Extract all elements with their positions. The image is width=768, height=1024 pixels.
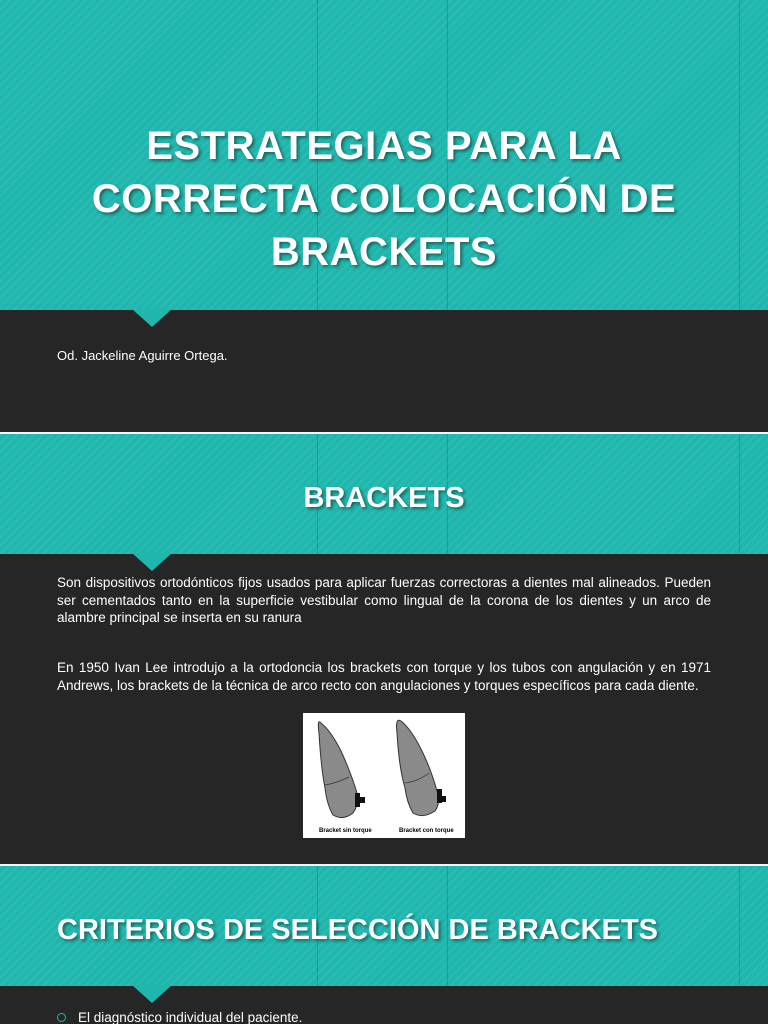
- slide-2-header: [0, 434, 768, 554]
- figure-caption-right: Bracket con torque: [399, 828, 454, 834]
- notch-decoration: [132, 985, 172, 1003]
- slide-title: ESTRATEGIAS PARA LA CORRECTA COLOCACIÓN DE BRACKETS: [91, 124, 677, 274]
- bracket-torque-figure: [303, 713, 465, 838]
- slide-title: CRITERIOS DE SELECCIÓN DE BRACKETS: [57, 914, 658, 946]
- tooth-bracket-illustration: [303, 713, 465, 838]
- slide-1-header: [0, 0, 768, 310]
- tooth-right-icon: [397, 720, 447, 815]
- notch-decoration: [132, 553, 172, 571]
- hollow-circle-bullet-icon: [57, 1013, 66, 1022]
- figure-caption-left: Bracket sin torque: [319, 828, 372, 834]
- slide-2-body: [0, 554, 768, 864]
- tooth-left-icon: [318, 722, 365, 818]
- slide-1-body: [0, 310, 768, 432]
- list-item: [57, 1010, 302, 1024]
- slide-3-header: [0, 866, 768, 986]
- slide-1: [0, 0, 768, 432]
- bullet-text: El diagnóstico individual del paciente.: [78, 1010, 303, 1024]
- slide-title: BRACKETS: [303, 482, 465, 514]
- slide-3: [0, 866, 768, 1024]
- slide-2: [0, 434, 768, 864]
- paragraph-definition: Son dispositivos ortodónticos fijos usados para aplicar fuerzas correctoras a dientes mal alineados. Pueden ser cementados tanto en la superficie vestibular como lingual de la corona de los dientes y un arco de alambre principal se inserta en su ranura: [57, 575, 711, 625]
- paragraph-history: En 1950 Ivan Lee introdujo a la ortodoncia los brackets con torque y los tubos con angulación y en 1971 Andrews, los brackets de la técnica de arco recto con angulaciones y torques específicos para cada diente.: [57, 660, 711, 693]
- author-subtitle: Od. Jackeline Aguirre Ortega.: [57, 348, 228, 363]
- notch-decoration: [132, 309, 172, 327]
- slide-3-body: [0, 986, 768, 1024]
